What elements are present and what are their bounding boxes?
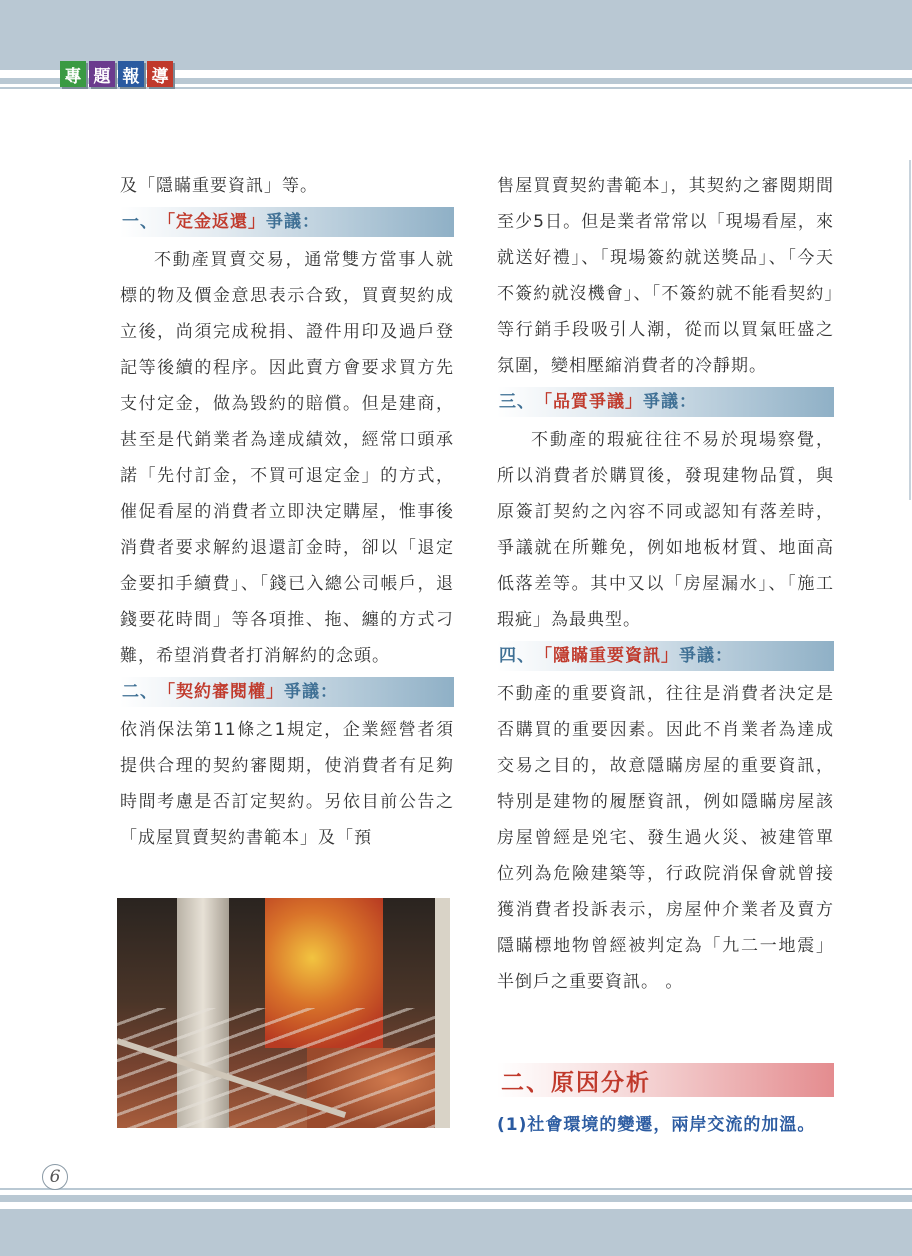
continued-text: 售屋買賣契約書範本」，其契約之審閱期間至少5日。但是業者常常以「現場看屋，來就送好禮」、「現場簽約就送獎品」、「今天不簽約就沒機會」、「不簽約就不能看契約」等行銷手段吸引人潮，從而以買氣旺盛之氛圍，變相壓縮消費者的冷靜期。 — [497, 176, 834, 376]
heading-tail: 爭議： — [679, 646, 733, 666]
section-badge — [60, 61, 173, 87]
heading-title: 「定金返還」 — [158, 212, 266, 232]
footer-band — [0, 1209, 912, 1256]
photo-stairs — [117, 1008, 450, 1128]
heading-title: 「品質爭議」 — [535, 392, 643, 412]
right-column — [497, 168, 834, 1000]
left-column — [120, 168, 454, 856]
heading-number: 四、 — [499, 646, 535, 666]
badge-char: 報 — [118, 61, 144, 87]
heading-number: 二、 — [122, 682, 158, 702]
section-heading-4 — [497, 641, 834, 671]
section-2-body: 依消保法第11條之1規定，企業經營者須提供合理的契約審閱期，使消費者有足夠時間考慮是否訂定契約。另依目前公告之「成屋買賣契約書範本」及「預 — [120, 720, 454, 848]
header-thin-line — [0, 87, 912, 89]
section-3-body: 不動產的瑕疵往往不易於現場察覺，所以消費者於購買後，發現建物品質，與原簽訂契約之內容不同或認知有落差時，爭議就在所難免，例如地板材質、地面高低落差等。其中又以「房屋漏水」、「施工瑕疵」為最典型。 — [497, 430, 834, 630]
sub-heading: (1)社會環境的變遷，兩岸交流的加溫。 — [497, 1115, 816, 1135]
lobby-photo — [117, 898, 450, 1128]
photo-pillar-right — [435, 898, 450, 1128]
heading-title: 「隱瞞重要資訊」 — [535, 646, 679, 666]
badge-char: 專 — [60, 61, 86, 87]
page-number: 6 — [42, 1164, 68, 1190]
heading-title: 「契約審閱權」 — [158, 682, 284, 702]
section-heading-1 — [120, 207, 454, 237]
footer-stripe — [0, 1195, 912, 1202]
heading-tail: 爭議： — [266, 212, 320, 232]
chapter-heading: 二、原因分析 — [497, 1063, 834, 1097]
badge-char: 導 — [147, 61, 173, 87]
section-1-body: 不動產買賣交易，通常雙方當事人就標的物及價金意思表示合致，買賣契約成立後，尚須完成稅捐、證件用印及過戶登記等後續的程序。因此賣方會要求買方先支付定金，做為毀約的賠償。但是建商，甚至是代銷業者為達成績效，經常口頭承諾「先付訂金，不買可退定金」的方式，催促看屋的消費者立即決定購屋，惟事後消費者要求解約退還訂金時，卻以「退定金要扣手續費」、「錢已入總公司帳戶，退錢要花時間」等各項推、拖、纏的方式刁難，希望消費者打消解約的念頭。 — [120, 250, 454, 666]
section-heading-2 — [120, 677, 454, 707]
heading-tail: 爭議： — [284, 682, 338, 702]
badge-char: 題 — [89, 61, 115, 87]
section-heading-3 — [497, 387, 834, 417]
section-4-body: 不動產的重要資訊，往往是消費者決定是否購買的重要因素。因此不肖業者為達成交易之目的，故意隱瞞房屋的重要資訊，特別是建物的履歷資訊，例如隱瞞房屋該房屋曾經是兇宅、發生過火災、被建管單位列為危險建築等，行政院消保會就曾接獲消費者投訴表示，房屋仲介業者及賣方隱瞞標地物曾經被判定為「九二一地震」半倒戶之重要資訊。 。 — [497, 684, 834, 992]
heading-number: 三、 — [499, 392, 535, 412]
footer-thin-line — [0, 1188, 912, 1190]
header-band — [0, 0, 912, 70]
side-margin-line — [909, 160, 911, 500]
intro-text: 及「隱瞞重要資訊」等。 — [120, 176, 318, 196]
heading-tail: 爭議： — [643, 392, 697, 412]
heading-number: 一、 — [122, 212, 158, 232]
